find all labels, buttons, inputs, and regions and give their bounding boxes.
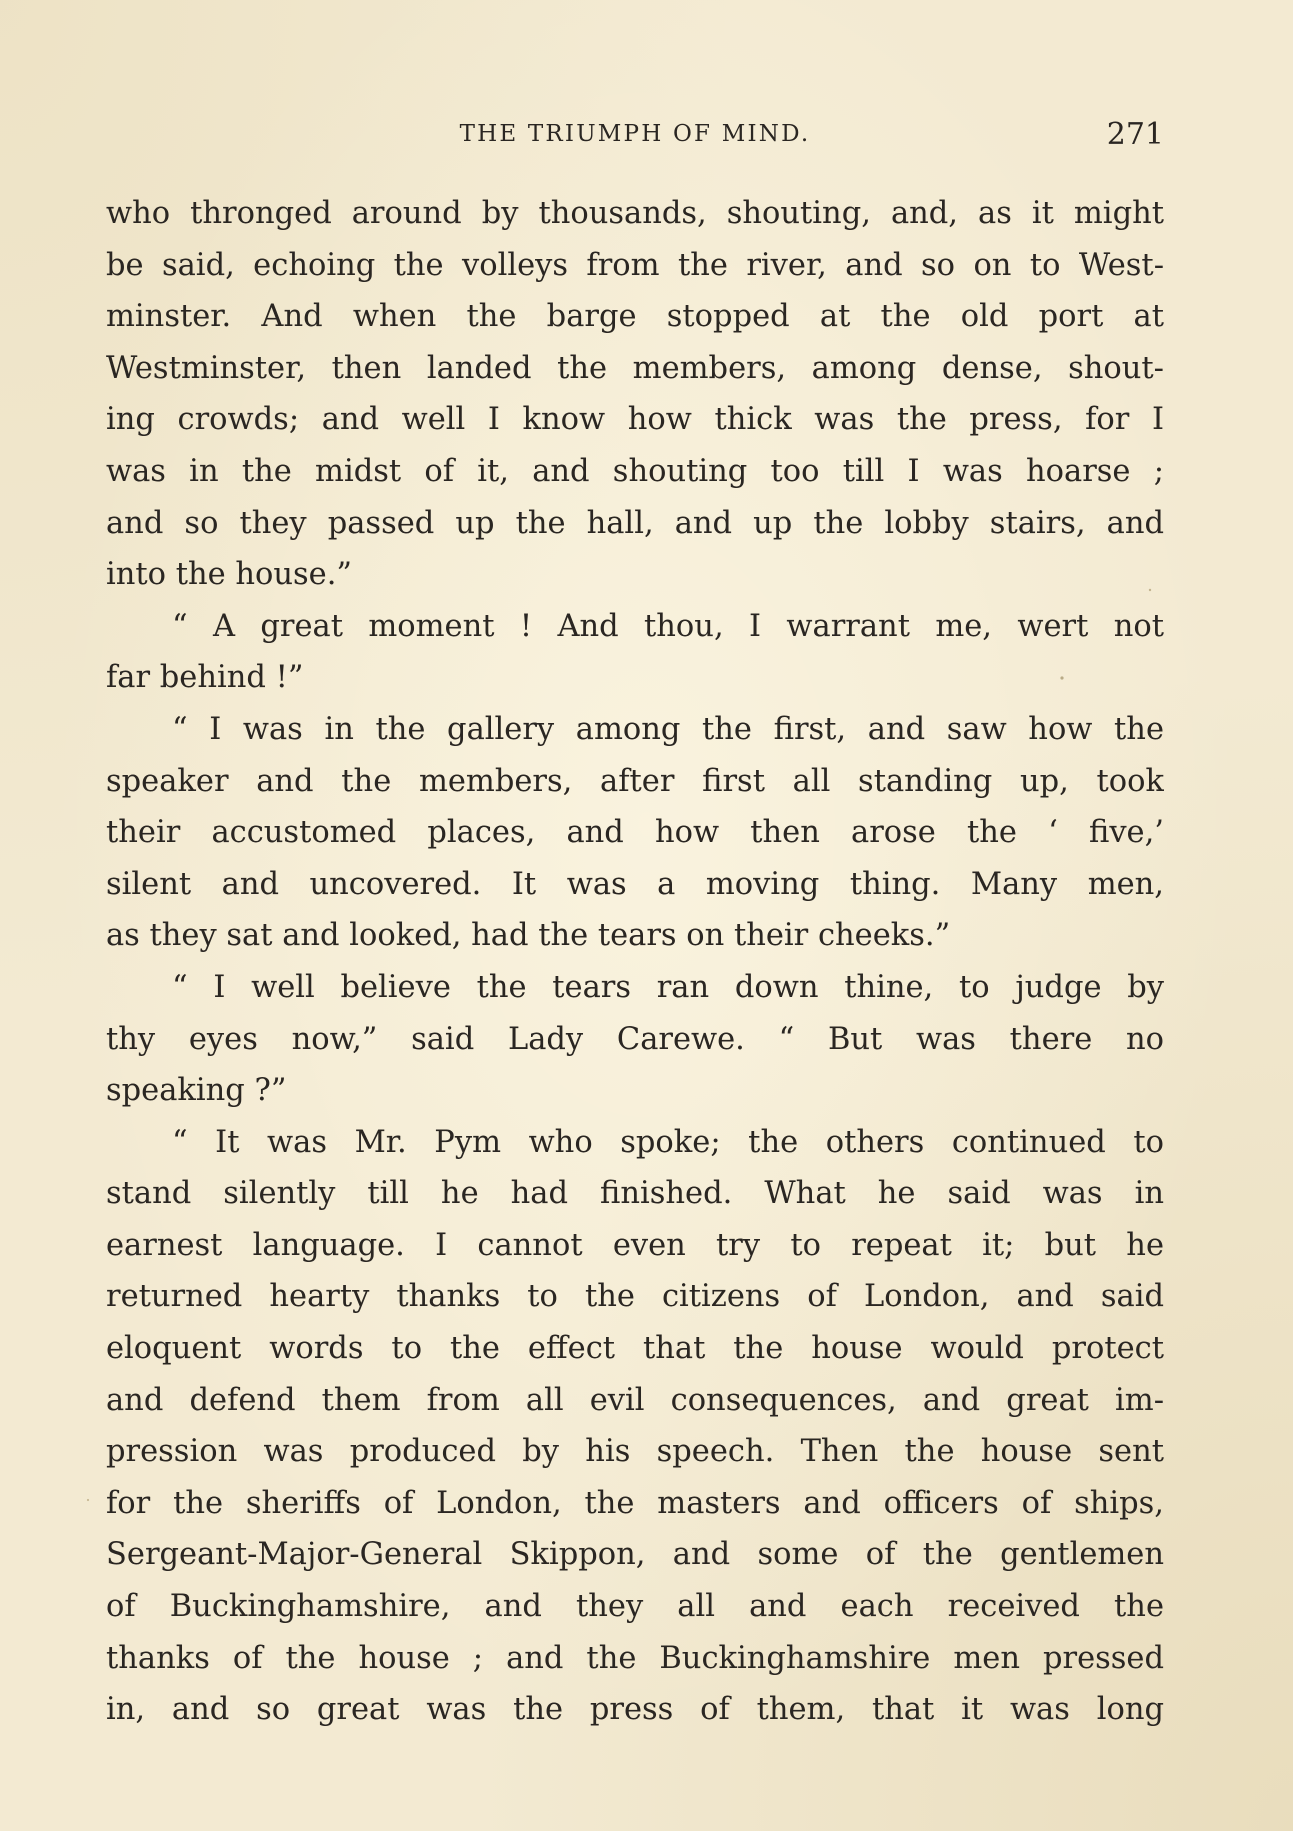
text-line: silent and uncovered. It was a moving thing. Many men, (106, 866, 1164, 902)
paper-speck (1149, 589, 1151, 591)
paragraph-end-line: into the house.” (106, 557, 352, 593)
text-line: Westminster, then landed the members, among dense, shout- (106, 350, 1164, 386)
paper-speck (1060, 676, 1063, 679)
text-line: in, and so great was the press of them, that it was long (106, 1692, 1164, 1728)
text-line: returned hearty thanks to the citizens of London, and said (106, 1279, 1164, 1315)
text-line: be said, echoing the volleys from the river, and so on to West- (106, 247, 1164, 283)
text-line: earnest language. I cannot even try to repeat it; but he (106, 1227, 1164, 1263)
paragraph-end-line: as they sat and looked, had the tears on their cheeks.” (106, 918, 951, 954)
text-line: Sergeant-Major-General Skippon, and some of the gentlemen (106, 1537, 1164, 1573)
text-line: eloquent words to the effect that the house would protect (106, 1331, 1164, 1367)
page-number: 271 (1106, 117, 1164, 152)
text-line: and so they passed up the hall, and up the lobby stairs, and (106, 505, 1164, 541)
text-line: for the sheriffs of London, the masters and officers of ships, (106, 1485, 1164, 1521)
text-line: their accustomed places, and how then arose the ‘ five,’ (106, 815, 1164, 851)
paragraph-start-line: “ A great moment ! And thou, I warrant me, wert not (172, 608, 1164, 644)
text-line: and defend them from all evil consequences, and great im- (106, 1382, 1164, 1418)
paragraph-start-line: “ I well believe the tears ran down thine, to judge by (172, 969, 1164, 1005)
running-title: THE TRIUMPH OF MIND. (459, 121, 811, 147)
text-line: speaker and the members, after first all standing up, took (106, 763, 1164, 799)
paragraph-end-line: speaking ?” (106, 1073, 287, 1109)
text-line: pression was produced by his speech. Then the house sent (106, 1434, 1164, 1470)
text-line: of Buckinghamshire, and they all and each received the (106, 1589, 1164, 1625)
paper-speck (87, 1499, 89, 1501)
text-line: who thronged around by thousands, shouting, and, as it might (106, 196, 1164, 231)
text-line: was in the midst of it, and shouting too till I was hoarse ; (106, 453, 1164, 489)
paragraph-start-line: “ I was in the gallery among the first, and saw how the (172, 711, 1164, 747)
text-line: thy eyes now,” said Lady Carewe. “ But was there no (106, 1021, 1164, 1057)
text-line: minster. And when the barge stopped at the old port at (106, 299, 1164, 335)
paragraph-end-line: far behind !” (106, 660, 304, 696)
text-line: stand silently till he had finished. What he said was in (106, 1176, 1164, 1212)
paragraph-start-line: “ It was Mr. Pym who spoke; the others continued to (172, 1124, 1164, 1160)
text-line: ing crowds; and well I know how thick was the press, for I (106, 402, 1164, 438)
text-line: thanks of the house ; and the Buckinghamshire men pressed (106, 1640, 1164, 1676)
